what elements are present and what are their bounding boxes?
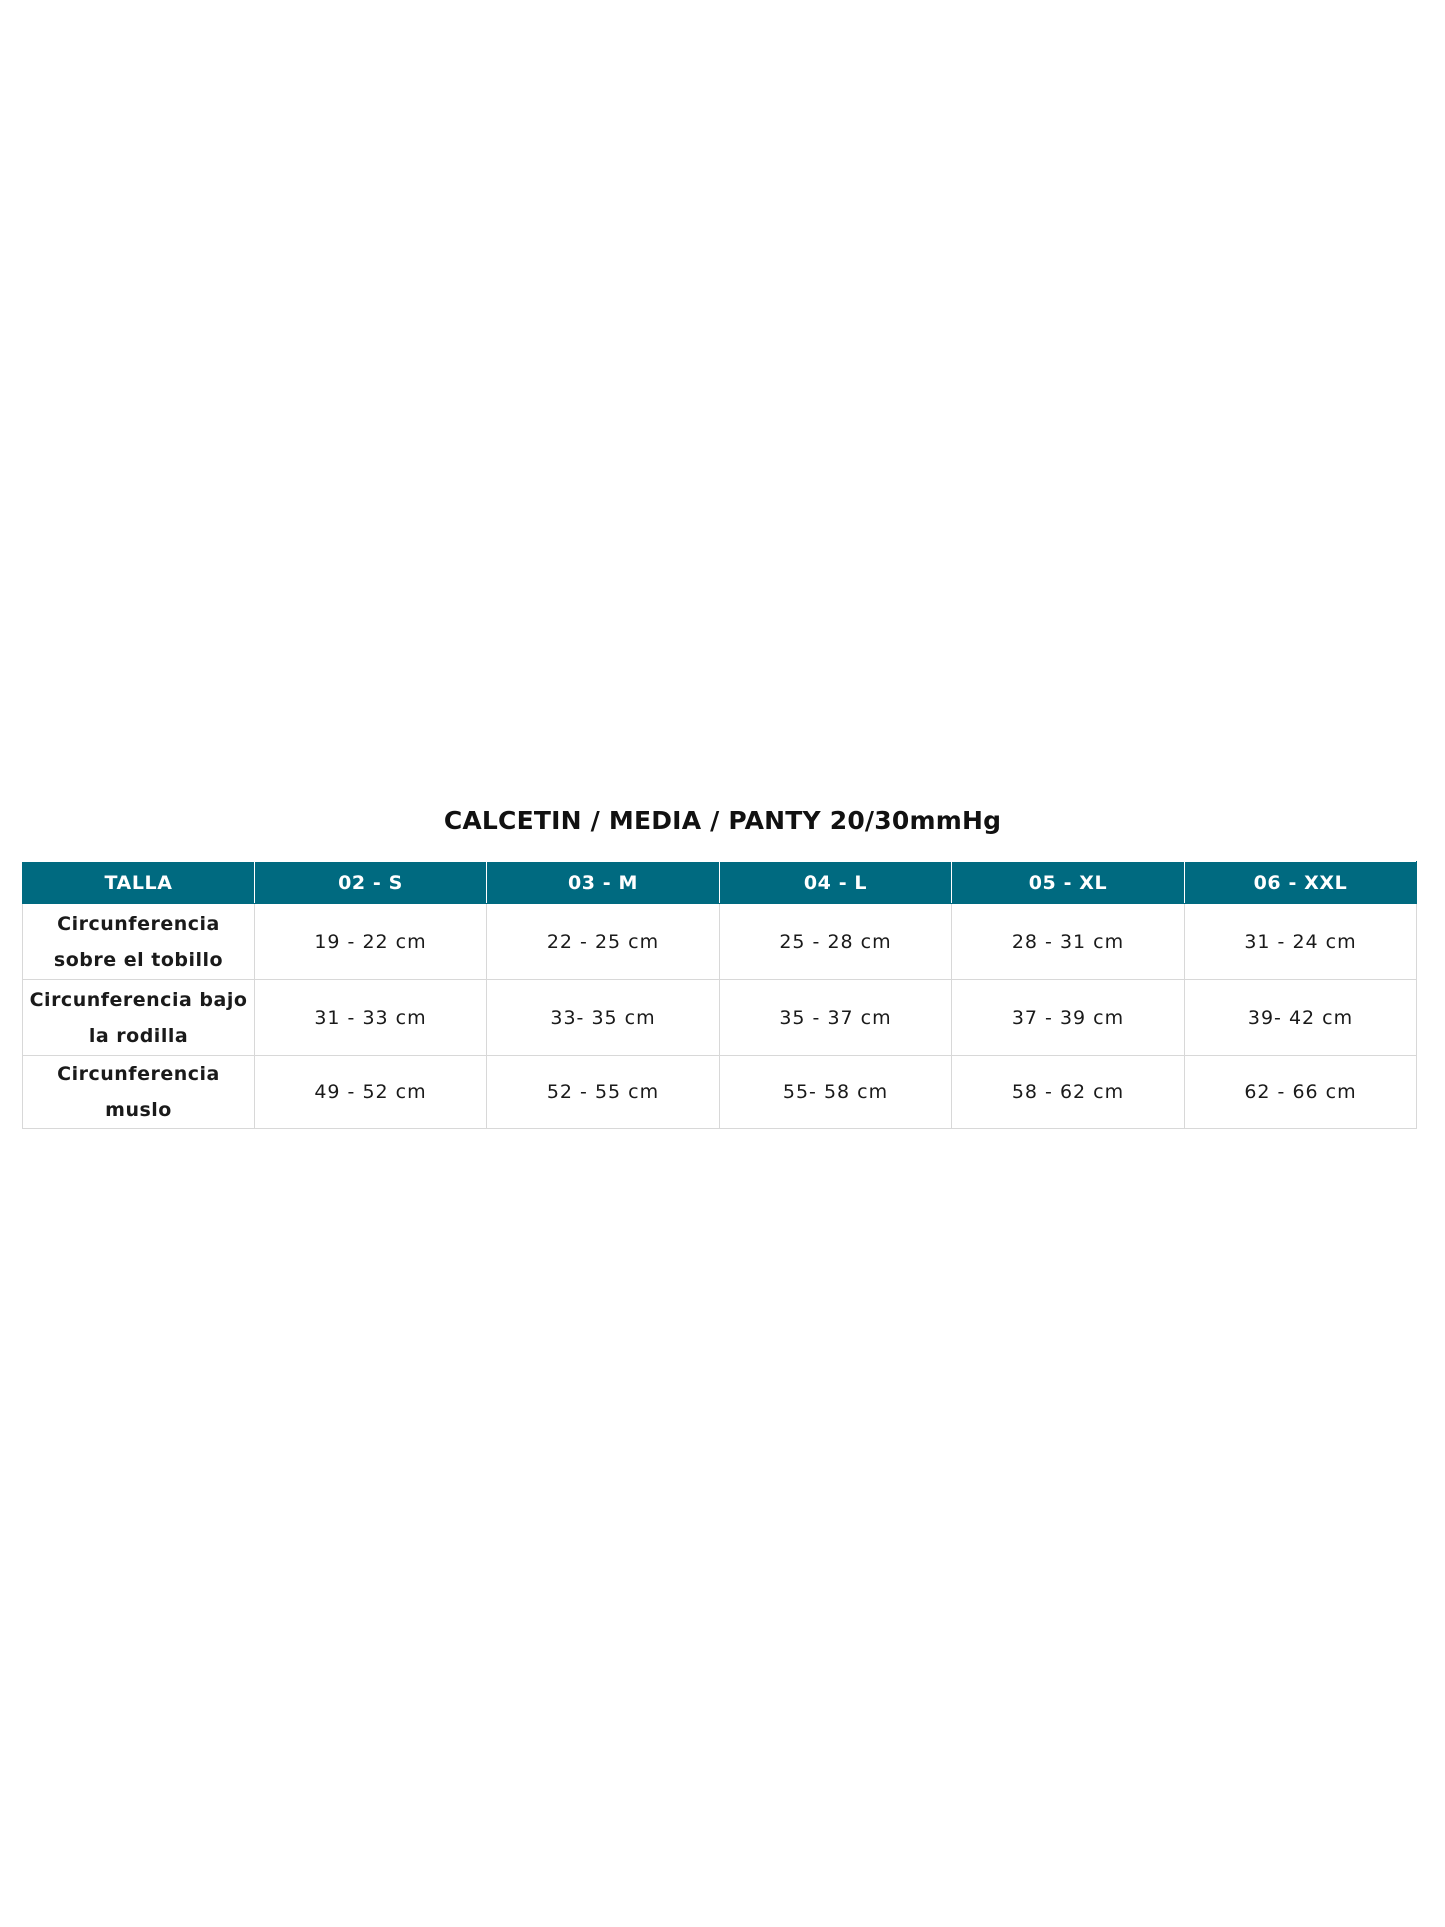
column-header-talla: TALLA <box>23 862 255 904</box>
table-cell: 25 - 28 cm <box>720 904 952 980</box>
table-cell: 33- 35 cm <box>487 980 720 1056</box>
table-cell: 49 - 52 cm <box>255 1056 487 1129</box>
table-cell: 39- 42 cm <box>1185 980 1417 1056</box>
table-row <box>23 904 1417 980</box>
size-chart-table <box>22 861 1417 1129</box>
column-header-s: 02 - S <box>255 862 487 904</box>
table-cell: 28 - 31 cm <box>952 904 1185 980</box>
column-header-xxl: 06 - XXL <box>1185 862 1417 904</box>
table-cell: 52 - 55 cm <box>487 1056 720 1129</box>
table-cell: 31 - 24 cm <box>1185 904 1417 980</box>
column-header-l: 04 - L <box>720 862 952 904</box>
column-header-xl: 05 - XL <box>952 862 1185 904</box>
table-cell: 58 - 62 cm <box>952 1056 1185 1129</box>
table-cell: 55- 58 cm <box>720 1056 952 1129</box>
table-cell: 22 - 25 cm <box>487 904 720 980</box>
row-label-below-knee: Circunferencia bajo la rodilla <box>23 980 255 1056</box>
table-header-row <box>23 862 1417 904</box>
page-title: CALCETIN / MEDIA / PANTY 20/30mmHg <box>443 806 1002 835</box>
row-label-ankle: Circunferencia sobre el tobillo <box>23 904 255 980</box>
column-header-m: 03 - M <box>487 862 720 904</box>
table-cell: 31 - 33 cm <box>255 980 487 1056</box>
table-cell: 37 - 39 cm <box>952 980 1185 1056</box>
table-cell: 62 - 66 cm <box>1185 1056 1417 1129</box>
table-cell: 19 - 22 cm <box>255 904 487 980</box>
table-row <box>23 980 1417 1056</box>
table-cell: 35 - 37 cm <box>720 980 952 1056</box>
row-label-thigh: Circunferencia muslo <box>23 1056 255 1129</box>
table-row <box>23 1056 1417 1129</box>
